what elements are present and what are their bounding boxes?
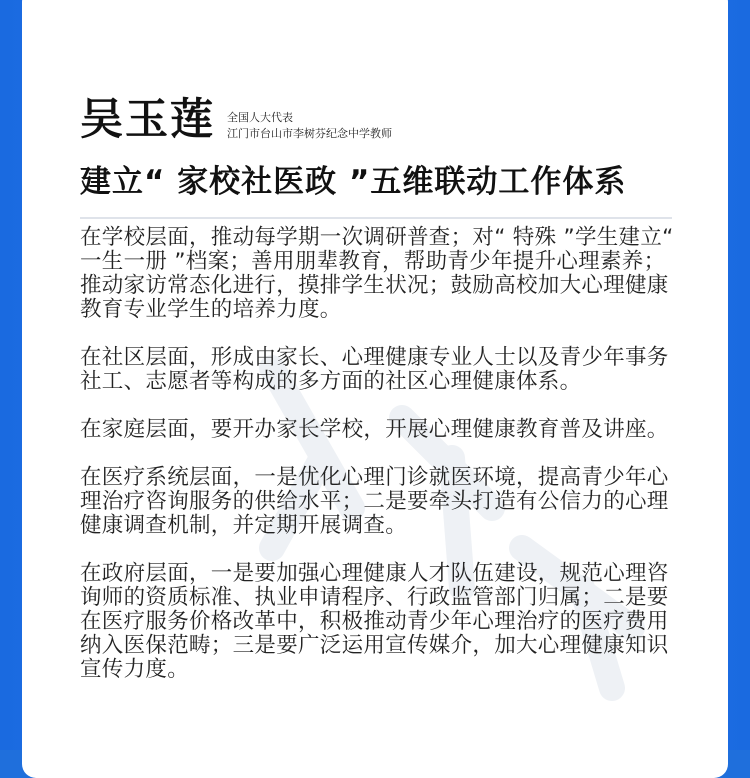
- speaker-role-line-2: 江门市台山市李树芬纪念中学教师: [227, 127, 392, 140]
- paragraph-school: 在学校层面，推动每学期一次调研普查；对“ 特殊 ”学生建立“ 一生一册 ”档案；善用朋辈教育，帮助青少年提升心理素养；推动家访常态化进行，摸排学生状况；鼓励高校加大心理健康教育专业学生的培养力度。: [80, 225, 674, 322]
- content-card: [22, 0, 728, 778]
- paragraph-government: 在政府层面，一是要加强心理健康人才队伍建设，规范心理咨询师的资质标准、执业申请程序、行政监管部门归属；二是要在医疗服务价格改革中，积极推动青少年心理治疗的医疗费用纳入医保范畴；三是要广泛运用宣传媒介，加大心理健康知识宣传力度。: [80, 561, 669, 682]
- speaker-role: [227, 110, 392, 142]
- speaker-name: 吴玉莲: [80, 95, 215, 145]
- article-body: [80, 226, 680, 706]
- paragraph-family: 在家庭层面，要开办家长学校，开展心理健康教育普及讲座。: [80, 417, 669, 442]
- title-divider: [80, 217, 672, 219]
- article-title: 建立“ 家校社医政 ”五维联动工作体系: [80, 164, 627, 200]
- paragraph-medical: 在医疗系统层面，一是优化心理门诊就医环境，提高青少年心理治疗咨询服务的供给水平；二是要牵头打造有公信力的心理健康调查机制，并定期开展调查。: [80, 465, 669, 538]
- speaker-header: [80, 95, 680, 145]
- paragraph-community: 在社区层面，形成由家长、心理健康专业人士以及青少年事务社工、志愿者等构成的多方面的社区心理健康体系。: [80, 345, 669, 394]
- speaker-role-line-1: 全国人大代表: [227, 111, 293, 124]
